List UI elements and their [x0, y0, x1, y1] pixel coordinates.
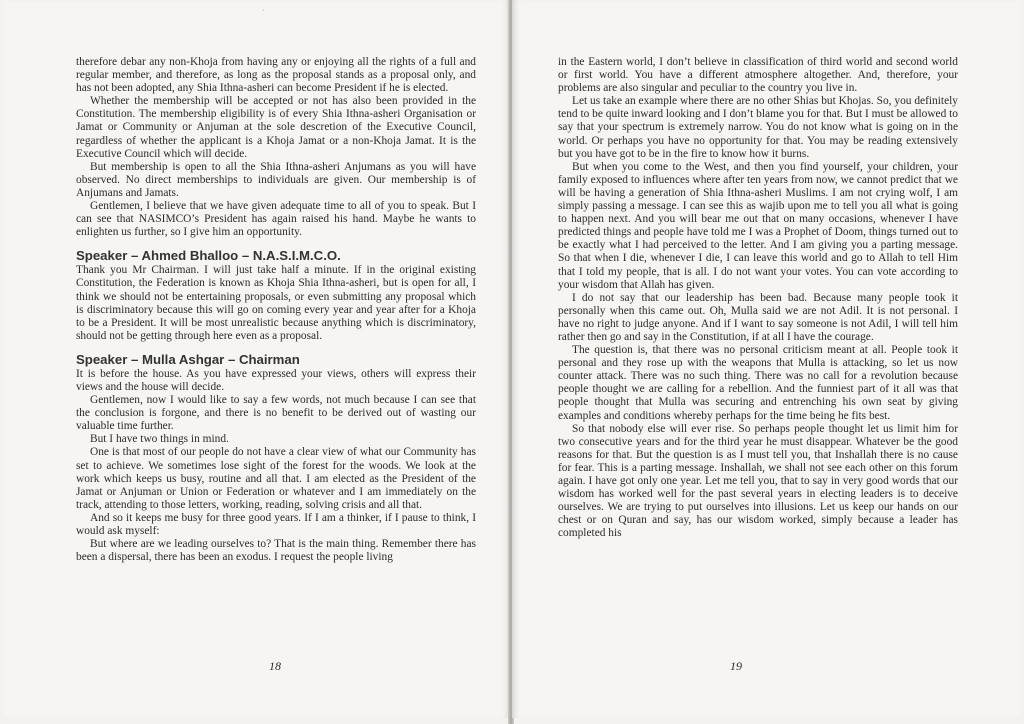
- speaker-heading: Speaker – Mulla Ashgar – Chairman: [76, 351, 300, 367]
- page-number: 19: [730, 659, 742, 673]
- left-page-text: [76, 56, 476, 564]
- right-page-text: [558, 56, 958, 540]
- paragraph: therefore debar any non-Khoja from having any or enjoying all the rights of a full and regular member, and therefore, as long as the proposal stands as a proposal only, and has not been adopted, any Shia Ithna-asheri can become President if he is elected.: [76, 56, 476, 95]
- paragraph: Thank you Mr Chairman. I will just take half a minute. If in the original existing Constitution, the Federation is known as Khoja Shia Ithna-asheri, but is open for all, I think we should not be entertaining proposals, or even submitting any proposal which is discriminatory because this will go on coming every year and year after for a Khoja to be a President. It will be most unrealistic because anything which is discriminatory, should not be getting through here even as a proposal.: [76, 264, 476, 342]
- paragraph: Gentlemen, now I would like to say a few words, not much because I can see that the conclusion is forgone, and there is no benefit to be derived out of wasting our valuable time further.: [76, 394, 476, 433]
- paragraph: But I have two things in mind.: [90, 433, 229, 446]
- paragraph: But membership is open to all the Shia Ithna-asheri Anjumans as you will have observed. No direct memberships to individuals are given. Our membership is of Anjumans and Jamats.: [76, 160, 476, 199]
- left-page: [4, 0, 510, 718]
- paragraph: But where are we leading ourselves to? That is the main thing. Remember there has been a dispersal, there has been an exodus. I request the people living: [76, 538, 476, 564]
- paragraph: The question is, that there was no personal criticism meant at all. People took it personal and they rose up with the weapons that Mulla is attacking, so let us now counter attack. There was no such thing. There was no call for a revolution because people thought we are calling for a rebellion. And the funniest part of it all was that people thought that Mulla was securing and entrenching his own seat by giving examples and conditions whereby perhaps for the time being he fits best.: [558, 344, 958, 422]
- right-page: [512, 0, 1020, 718]
- paragraph: I do not say that our leadership has been bad. Because many people took it personally when this came out. Oh, Mulla said we are not Adil. It is not personal. I have no right to judge anyone. And if I want to say someone is not Adil, I will tell him rather then go and say in the Constitution, if at all I have the courage.: [558, 291, 958, 343]
- paragraph: Whether the membership will be accepted or not has also been provided in the Constitution. The membership eligibility is of every Shia Ithna-asheri Organisation or Jamat or Community or Anjuman at the sole descretion of the Executive Council, regardless of whether the applicant is a Khoja Jamat or a non-Khoja Jamat. It is the Executive Council which will decide.: [76, 95, 476, 160]
- paragraph: So that nobody else will ever rise. So perhaps people thought let us limit him for two consecutive years and for the third year he must disappear. Whatever be the good reasons for that. But the question is as I must tell you, that Inshallah there is no cause for fear. This is a parting message. Inshallah, we shall not see each other on this forum again. I have got only one year. Let me tell you, that to say in very good words that our wisdom has worked well for the past several years in electing leaders is to deceive ourselves. We are trying to put ourselves into illusions. Let us keep our hands on our chest or on Quran and say, has our wisdom worked, simply because a leader has completed his: [558, 422, 958, 540]
- page-number: 18: [269, 659, 281, 673]
- paragraph: But when you come to the West, and then you find yourself, your children, your family exposed to influences where after ten years from now, we cannot predict that we will be having a generation of Shia Ithna-asheri Muslims. I am not crying wolf, I am simply passing a message. I can see this as wajib upon me to tell you all what is going to happen next. And you will bear me out that on many occasions, whenever I have predicted things and people have told me I was a Prophet of Doom, things turned out to be exactly what I had perceived to the letter. And I am giving you a parting message. So that when I die, whenever I die, I can leave this world and go to Allah to tell Him that I told my people, that is all. I do not want your votes. You can vote according to your wisdom that Allah has given.: [558, 160, 958, 291]
- paragraph: Let us take an example where there are no other Shias but Khojas. So, you definitely tend to be quite inward looking and I don’t blame you for that. But I must be allowed to say that your spectrum is extremely narrow. You do not know what is going on in the world. Or perhaps you have no opportunity for that. You may be reading extensively but you have got to be in the fire to know how it burns.: [558, 95, 958, 160]
- page-mark: ·: [262, 6, 265, 15]
- paragraph: It is before the house. As you have expressed your views, others will express their views and the house will decide.: [76, 367, 476, 393]
- paragraph: And so it keeps me busy for three good years. If I am a thinker, if I pause to think, I would ask myself:: [76, 511, 476, 537]
- paragraph: One is that most of our people do not have a clear view of what our Community has set to achieve. We sometimes lose sight of the forest for the woods. We look at the work which keeps us busy, routine and all that. I am elected as the President of the Jamat or Anjuman or Union or Federation or whatever and I am immediately on the track, attending to those letters, working, reading, solving crisis and all that.: [76, 446, 476, 511]
- speaker-heading: Speaker – Ahmed Bhalloo – N.A.S.I.M.C.O.: [76, 248, 341, 264]
- paragraph: Gentlemen, I believe that we have given adequate time to all of you to speak. But I can see that NASIMCO’s President has again raised his hand. Maybe he wants to enlighten us further, so I give him an opportunity.: [76, 200, 476, 239]
- paragraph: in the Eastern world, I don’t believe in classification of third world and second world or first world. You have a different atmosphere altogether. And, therefore, your problems are also singular and peculiar to the country you live in.: [558, 56, 958, 95]
